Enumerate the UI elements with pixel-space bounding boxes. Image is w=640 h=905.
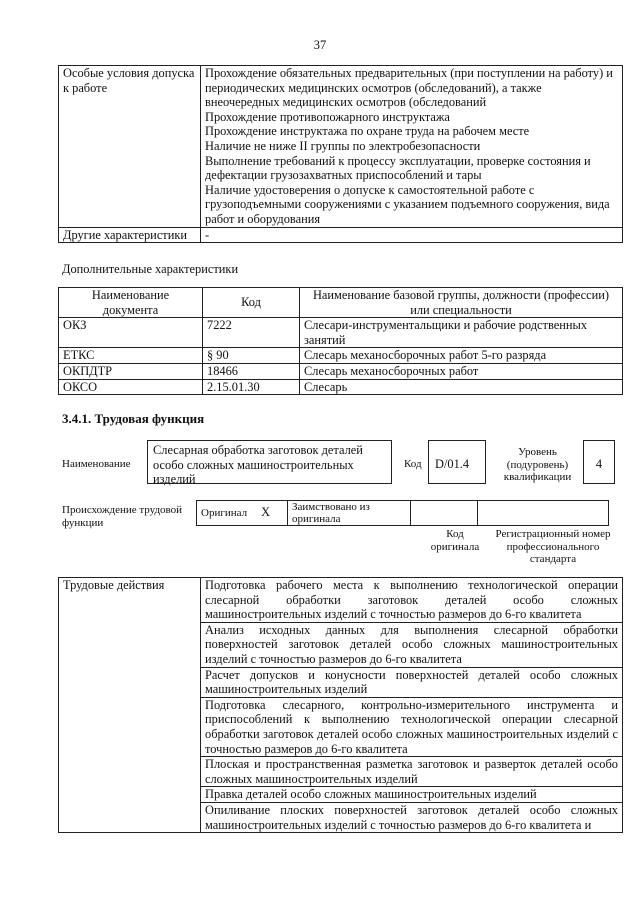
original-code-label: Код оригинала [430, 528, 480, 553]
group-name: Слесари-инструментальщики и рабочие родственных занятий [300, 318, 623, 348]
labour-action-item: Подготовка слесарного, контрольно-измерительного инструмента и приспособлений к выполнению технологической операции слесарной обработки заготовок деталей особо сложных машиностроительных изделий с точностью размеров до 6-го квалитета [201, 697, 623, 756]
document-name: ЕТКС [59, 348, 203, 364]
labour-actions-label: Трудовые действия [59, 578, 201, 833]
function-name-value: Слесарная обработка заготовок деталей особо сложных машиностроительных изделий [147, 440, 392, 484]
table-row [59, 363, 623, 379]
function-code-label: Код [404, 458, 422, 470]
additional-characteristics-title: Дополнительные характеристики [62, 262, 239, 276]
original-label: Оригинал [201, 507, 248, 520]
condition-item: Выполнение требований к процессу эксплуатации, проверке состояния и дефектации грузозахватных приспособлений и тары [205, 153, 591, 183]
document-name: ОКЗ [59, 318, 203, 348]
header-code: Код [203, 288, 300, 318]
document-name: ОКПДТР [59, 363, 203, 379]
document-name: ОКСО [59, 379, 203, 395]
condition-item: Наличие удостоверения о допуске к самостоятельной работе с грузоподъемными сооружениями с указанием подъемного сооружения, вида работ и оборудования [205, 182, 610, 226]
page-number: 37 [313, 38, 327, 52]
condition-item: Наличие не ниже II группы по электробезопасности [205, 138, 481, 153]
labour-action-item: Анализ исходных данных для выполнения слесарной обработки поверхностей заготовок деталей особо сложных машиностроительных изделий с точностью размеров до 6-го квалитета [201, 622, 623, 667]
function-code-value: D/01.4 [428, 440, 486, 484]
group-name: Слесарь механосборочных работ 5-го разряда [300, 348, 623, 364]
labour-action-item: Плоская и пространственная разметка заготовок и разверток деталей особо сложных машиностроительных изделий [201, 757, 623, 787]
other-characteristics-row [59, 227, 623, 243]
conditions-list [201, 66, 623, 228]
function-name-label: Наименование [62, 458, 131, 470]
document-code: 18466 [203, 363, 300, 379]
table-row [59, 578, 623, 623]
document-code: 2.15.01.30 [203, 379, 300, 395]
qualification-level-value: 4 [583, 440, 615, 484]
additional-characteristics-table [58, 287, 623, 395]
labour-action-item: Правка деталей особо сложных машиностроительных изделий [201, 787, 623, 803]
conditions-label: Особые условия допуска к работе [59, 66, 201, 228]
original-cell [197, 501, 288, 526]
header-group-name: Наименование базовой группы, должности (профессии) или специальности [300, 288, 623, 318]
registration-number-label: Регистрационный номер профессионального стандарта [495, 528, 611, 566]
table-row [59, 318, 623, 348]
borrowed-label: Заимствовано из оригинала [288, 501, 411, 526]
group-name: Слесарь механосборочных работ [300, 363, 623, 379]
labour-action-item: Опиливание плоских поверхностей заготовок деталей особо сложных машиностроительных изделий с точностью размеров до 6-го квалитета и [201, 802, 623, 832]
labour-actions-table [58, 577, 623, 833]
table-header-row [59, 288, 623, 318]
labour-action-item: Расчет допусков и конусности поверхностей деталей особо сложных машиностроительных изделий [201, 667, 623, 697]
condition-item: Прохождение инструктажа по охране труда на рабочем месте [205, 124, 530, 139]
table-row [59, 379, 623, 395]
conditions-row [59, 66, 623, 228]
header-document-name: Наименование документа [59, 288, 203, 318]
function-title: 3.4.1. Трудовая функция [62, 411, 205, 426]
group-name: Слесарь [300, 379, 623, 395]
conditions-table [58, 65, 623, 243]
labour-action-item: Подготовка рабочего места к выполнению технологической операции слесарной обработки заготовок деталей особо сложных машиностроительных изделий с точностью размеров до 6-го квалитета [201, 578, 623, 623]
original-code-cell [411, 501, 478, 526]
original-mark: X [261, 505, 271, 520]
qualification-level-label: Уровень (подуровень) квалификации [503, 446, 572, 484]
function-origin-label: Происхождение трудовой функции [62, 504, 183, 529]
document-code: 7222 [203, 318, 300, 348]
table-row [59, 348, 623, 364]
document-code: § 90 [203, 348, 300, 364]
origin-table [196, 500, 609, 526]
other-characteristics-label: Другие характеристики [59, 227, 201, 243]
condition-item: Прохождение противопожарного инструктажа [205, 109, 450, 124]
condition-item: Прохождение обязательных предварительных (при поступлении на работу) и периодических медицинских осмотров (обследований), а также внеочередных медицинских осмотров (обследований [205, 66, 613, 110]
other-characteristics-value: - [201, 227, 623, 243]
registration-number-cell [478, 501, 609, 526]
origin-row [197, 501, 609, 526]
